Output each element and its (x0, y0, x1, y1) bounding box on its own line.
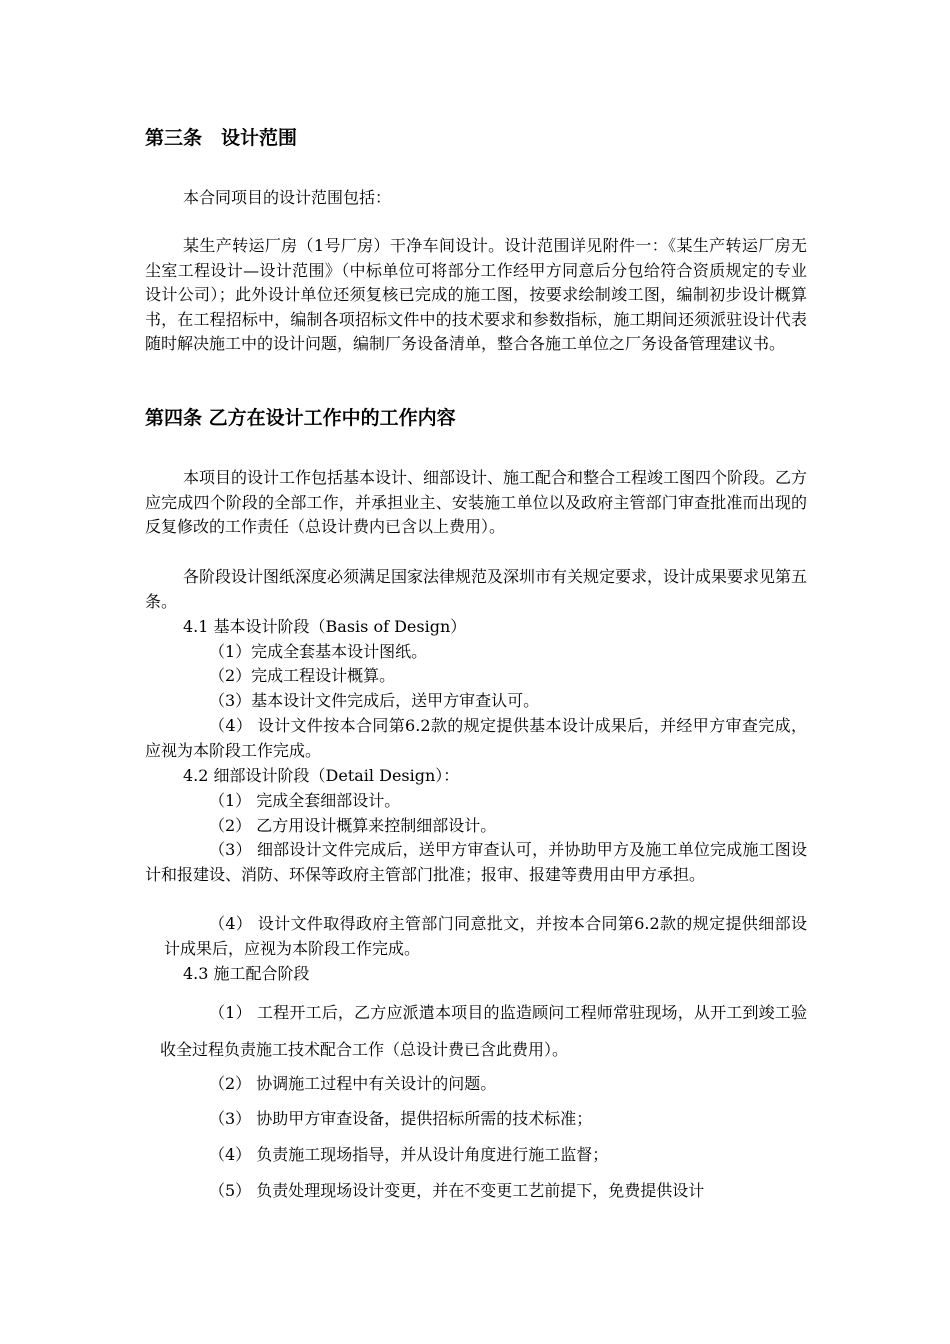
article-4-paragraph-2: 各阶段设计图纸深度必须满足国家法律规范及深圳市有关规定要求，设计成果要求见第五条。 (145, 567, 808, 611)
section-4-3-item: （3） 协助甲方审查设备，提供招标所需的技术标准； (209, 1109, 593, 1128)
article-3-heading: 第三条 设计范围 (145, 127, 298, 149)
section-4-1-item: （4） 设计文件按本合同第6.2款的规定提供基本设计成果后，并经甲方审查完成，应视为本阶段工作完成。 (145, 716, 807, 760)
section-4-3-item: （2） 协调施工过程中有关设计的问题。 (209, 1074, 497, 1093)
section-4-1-item: （3）基本设计文件完成后，送甲方审查认可。 (209, 691, 540, 710)
article-3-intro: 本合同项目的设计范围包括： (183, 188, 392, 207)
section-4-3-title: 4.3 施工配合阶段 (183, 964, 310, 983)
section-4-1-title: 4.1 基本设计阶段（Basis of Design） (183, 617, 467, 636)
section-4-3-item: （4） 负责施工现场指导，并从设计角度进行施工监督； (209, 1145, 609, 1164)
article-4-paragraph-1: 本项目的设计工作包括基本设计、细部设计、施工配合和整合工程竣工图四个阶段。乙方应完成四个阶段的全部工作，并承担业主、安装施工单位以及政府主管部门审查批准而出现的反复修改的工作责任（总设计费内已含以上费用）。 (145, 468, 808, 537)
section-4-2-item: （4） 设计文件取得政府主管部门同意批文，并按本合同第6.2款的规定提供细部设计成果后，应视为本阶段工作完成。 (164, 914, 807, 958)
section-4-2-item: （1） 完成全套细部设计。 (209, 791, 401, 810)
section-4-2-item: （3） 细部设计文件完成后，送甲方审查认可，并协助甲方及施工单位完成施工图设计和报建设、消防、环保等政府主管部门批准；报审、报建等费用由甲方承担。 (145, 840, 807, 884)
section-4-3-item: （1） 工程开工后，乙方应派遣本项目的监造顾问工程师常驻现场，从开工到竣工验收全过程负责施工技术配合工作（总设计费已含此费用）。 (160, 1003, 807, 1059)
section-4-2-title: 4.2 细部设计阶段（Detail Design）： (183, 766, 460, 785)
section-4-3-item: （5） 负责处理现场设计变更，并在不变更工艺前提下，免费提供设计 (209, 1181, 705, 1200)
section-4-2-item: （2） 乙方用设计概算来控制细部设计。 (209, 816, 497, 835)
section-4-1-item: （2）完成工程设计概算。 (209, 666, 396, 685)
article-4-heading: 第四条 乙方在设计工作中的工作内容 (145, 407, 456, 429)
article-3-body: 某生产转运厂房（1号厂房）干净车间设计。设计范围详见附件一：《某生产转运厂房无尘室工程设计—设计范围》（中标单位可将部分工作经甲方同意后分包给符合资质规定的专业设计公司）；此外设计单位还须复核已完成的施工图，按要求绘制竣工图，编制初步设计概算书，在工程招标中，编制各项招标文件中的技术要求和参数指标，施工期间还须派驻设计代表随时解决施工中的设计问题，编制厂务设备清单，整合各施工单位之厂务设备管理建议书。 (145, 236, 807, 354)
section-4-1-item: （1）完成全套基本设计图纸。 (209, 642, 428, 661)
